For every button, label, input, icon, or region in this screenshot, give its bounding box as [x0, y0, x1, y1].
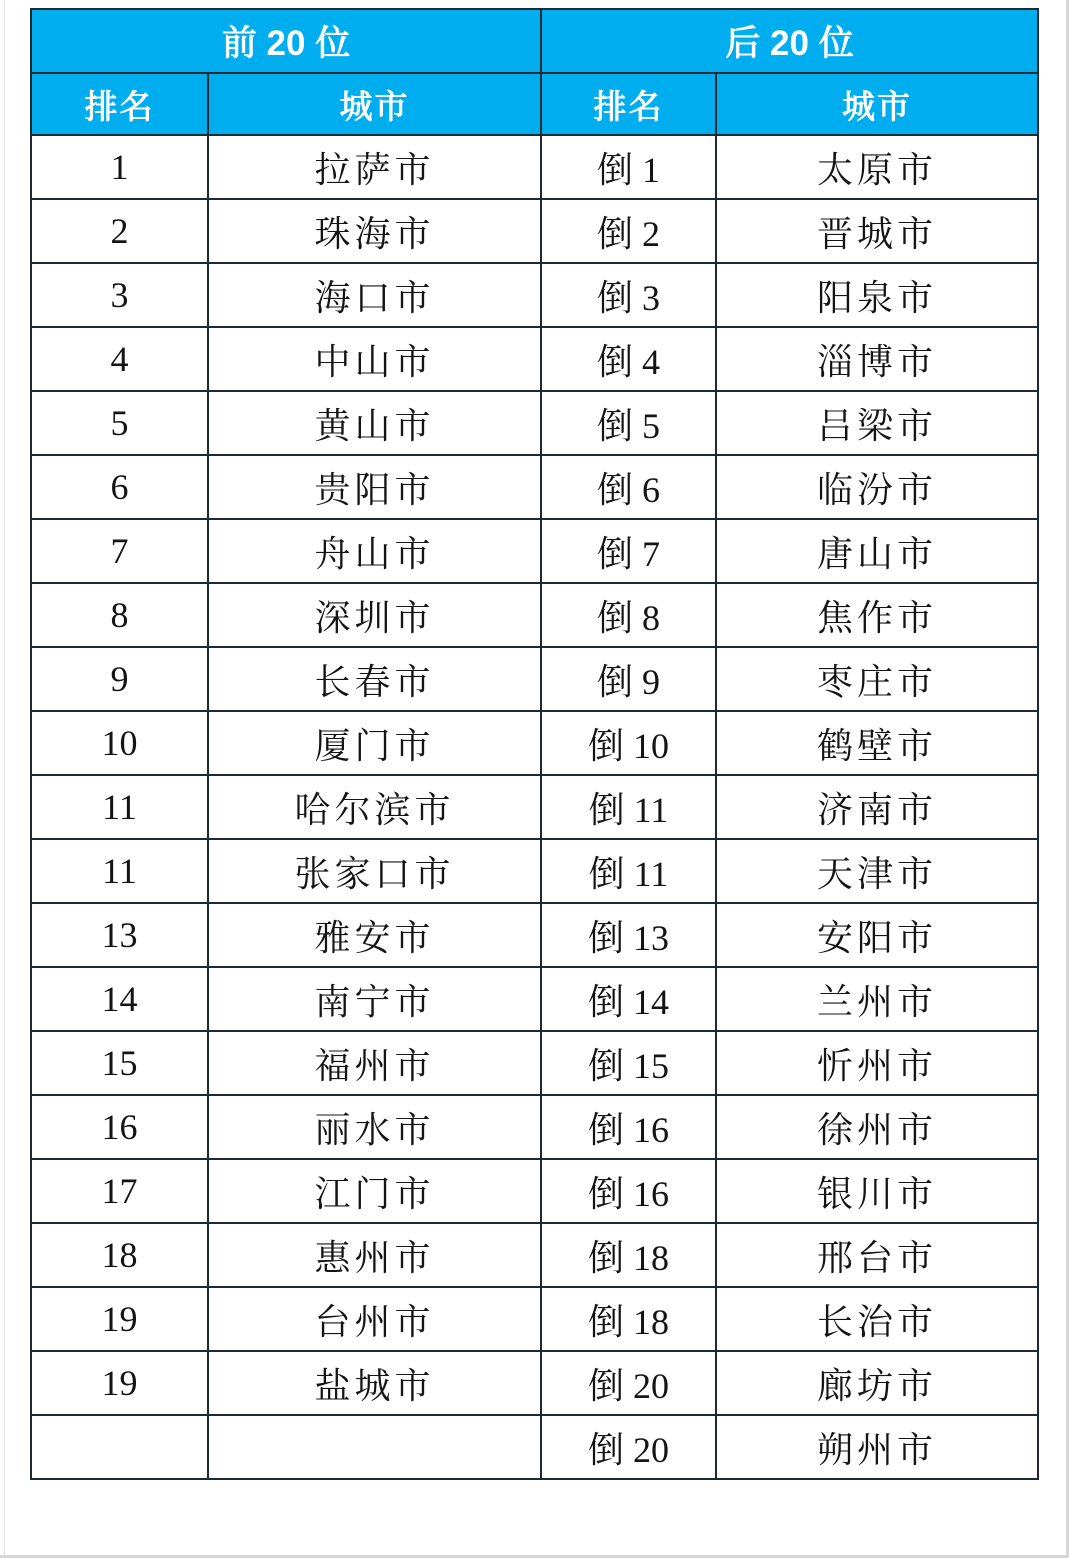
rank-cell-left: 6: [31, 455, 208, 519]
city-cell-left: 张家口市: [208, 839, 541, 903]
column-header-row: [31, 73, 1038, 135]
city-cell-right: 淄博市: [716, 327, 1038, 391]
group-header-row: [31, 9, 1038, 73]
city-cell-left: 黄山市: [208, 391, 541, 455]
rank-cell-left: [31, 1415, 208, 1479]
city-cell-left: 厦门市: [208, 711, 541, 775]
table-row: [31, 647, 1038, 711]
city-cell-left: 拉萨市: [208, 135, 541, 199]
rank-cell-left: 15: [31, 1031, 208, 1095]
table-body: [31, 135, 1038, 1479]
table-header: [31, 9, 1038, 135]
table-row: [31, 455, 1038, 519]
city-cell-left: 贵阳市: [208, 455, 541, 519]
city-cell-left: 深圳市: [208, 583, 541, 647]
city-cell-right: 晋城市: [716, 199, 1038, 263]
table-row: [31, 1351, 1038, 1415]
page-edge-left: [4, 0, 5, 1558]
city-cell-right: 阳泉市: [716, 263, 1038, 327]
rank-cell-right: 倒 10: [541, 711, 716, 775]
table-row: [31, 519, 1038, 583]
rank-cell-left: 7: [31, 519, 208, 583]
city-cell-left: 珠海市: [208, 199, 541, 263]
table-row: [31, 135, 1038, 199]
city-cell-right: 济南市: [716, 775, 1038, 839]
table-row: [31, 903, 1038, 967]
city-cell-right: 天津市: [716, 839, 1038, 903]
rank-cell-right: 倒 16: [541, 1159, 716, 1223]
rank-cell-left: 10: [31, 711, 208, 775]
city-cell-right: 徐州市: [716, 1095, 1038, 1159]
city-cell-left: 雅安市: [208, 903, 541, 967]
rank-cell-left: 4: [31, 327, 208, 391]
city-cell-left: 海口市: [208, 263, 541, 327]
city-cell-left: 江门市: [208, 1159, 541, 1223]
rank-cell-left: 19: [31, 1287, 208, 1351]
group-header-top20: 前 20 位: [31, 9, 541, 73]
rank-cell-right: 倒 11: [541, 839, 716, 903]
table-row: [31, 263, 1038, 327]
rank-cell-left: 18: [31, 1223, 208, 1287]
city-cell-left: 长春市: [208, 647, 541, 711]
rank-cell-left: 17: [31, 1159, 208, 1223]
rank-cell-right: 倒 20: [541, 1415, 716, 1479]
rank-cell-right: 倒 1: [541, 135, 716, 199]
rank-cell-right: 倒 18: [541, 1287, 716, 1351]
table-row: [31, 1287, 1038, 1351]
col-header-rank-right: 排名: [541, 73, 716, 135]
city-cell-right: 长治市: [716, 1287, 1038, 1351]
rank-cell-right: 倒 18: [541, 1223, 716, 1287]
table-row: [31, 391, 1038, 455]
group-header-bottom20: 后 20 位: [541, 9, 1038, 73]
rank-cell-right: 倒 15: [541, 1031, 716, 1095]
table-row: [31, 1031, 1038, 1095]
rank-cell-right: 倒 14: [541, 967, 716, 1031]
rank-cell-right: 倒 8: [541, 583, 716, 647]
city-cell-right: 廊坊市: [716, 1351, 1038, 1415]
rank-cell-right: 倒 5: [541, 391, 716, 455]
rank-cell-left: 14: [31, 967, 208, 1031]
city-cell-left: 哈尔滨市: [208, 775, 541, 839]
rank-cell-left: 8: [31, 583, 208, 647]
city-cell-left: [208, 1415, 541, 1479]
rank-cell-left: 19: [31, 1351, 208, 1415]
rank-cell-right: 倒 4: [541, 327, 716, 391]
rank-cell-left: 11: [31, 839, 208, 903]
city-cell-left: 惠州市: [208, 1223, 541, 1287]
rank-cell-right: 倒 20: [541, 1351, 716, 1415]
rank-cell-left: 9: [31, 647, 208, 711]
table-row: [31, 583, 1038, 647]
rank-cell-left: 1: [31, 135, 208, 199]
table-row: [31, 1159, 1038, 1223]
city-cell-left: 盐城市: [208, 1351, 541, 1415]
city-cell-right: 太原市: [716, 135, 1038, 199]
col-header-city-left: 城市: [208, 73, 541, 135]
city-cell-left: 台州市: [208, 1287, 541, 1351]
city-cell-right: 忻州市: [716, 1031, 1038, 1095]
city-cell-right: 唐山市: [716, 519, 1038, 583]
city-cell-left: 中山市: [208, 327, 541, 391]
table-row: [31, 711, 1038, 775]
table-row: [31, 1223, 1038, 1287]
rank-cell-right: 倒 13: [541, 903, 716, 967]
rank-cell-left: 13: [31, 903, 208, 967]
rank-cell-right: 倒 16: [541, 1095, 716, 1159]
city-cell-right: 邢台市: [716, 1223, 1038, 1287]
rank-cell-left: 16: [31, 1095, 208, 1159]
city-cell-right: 吕梁市: [716, 391, 1038, 455]
rank-cell-left: 3: [31, 263, 208, 327]
city-cell-right: 兰州市: [716, 967, 1038, 1031]
city-cell-left: 福州市: [208, 1031, 541, 1095]
city-cell-right: 安阳市: [716, 903, 1038, 967]
rank-cell-right: 倒 11: [541, 775, 716, 839]
ranking-table: [30, 8, 1039, 1480]
city-cell-right: 鹤壁市: [716, 711, 1038, 775]
table-row: [31, 967, 1038, 1031]
rank-cell-left: 11: [31, 775, 208, 839]
rank-cell-right: 倒 2: [541, 199, 716, 263]
city-cell-right: 银川市: [716, 1159, 1038, 1223]
rank-cell-right: 倒 3: [541, 263, 716, 327]
table-row: [31, 1415, 1038, 1479]
city-cell-right: 朔州市: [716, 1415, 1038, 1479]
rank-cell-right: 倒 9: [541, 647, 716, 711]
city-cell-right: 枣庄市: [716, 647, 1038, 711]
rank-cell-right: 倒 6: [541, 455, 716, 519]
table-row: [31, 199, 1038, 263]
rank-cell-left: 5: [31, 391, 208, 455]
city-cell-left: 丽水市: [208, 1095, 541, 1159]
table-row: [31, 775, 1038, 839]
city-cell-left: 南宁市: [208, 967, 541, 1031]
ranking-table-container: [30, 8, 1039, 1480]
col-header-rank-left: 排名: [31, 73, 208, 135]
col-header-city-right: 城市: [716, 73, 1038, 135]
city-cell-right: 临汾市: [716, 455, 1038, 519]
rank-cell-right: 倒 7: [541, 519, 716, 583]
city-cell-left: 舟山市: [208, 519, 541, 583]
table-row: [31, 839, 1038, 903]
rank-cell-left: 2: [31, 199, 208, 263]
table-row: [31, 1095, 1038, 1159]
city-cell-right: 焦作市: [716, 583, 1038, 647]
table-row: [31, 327, 1038, 391]
